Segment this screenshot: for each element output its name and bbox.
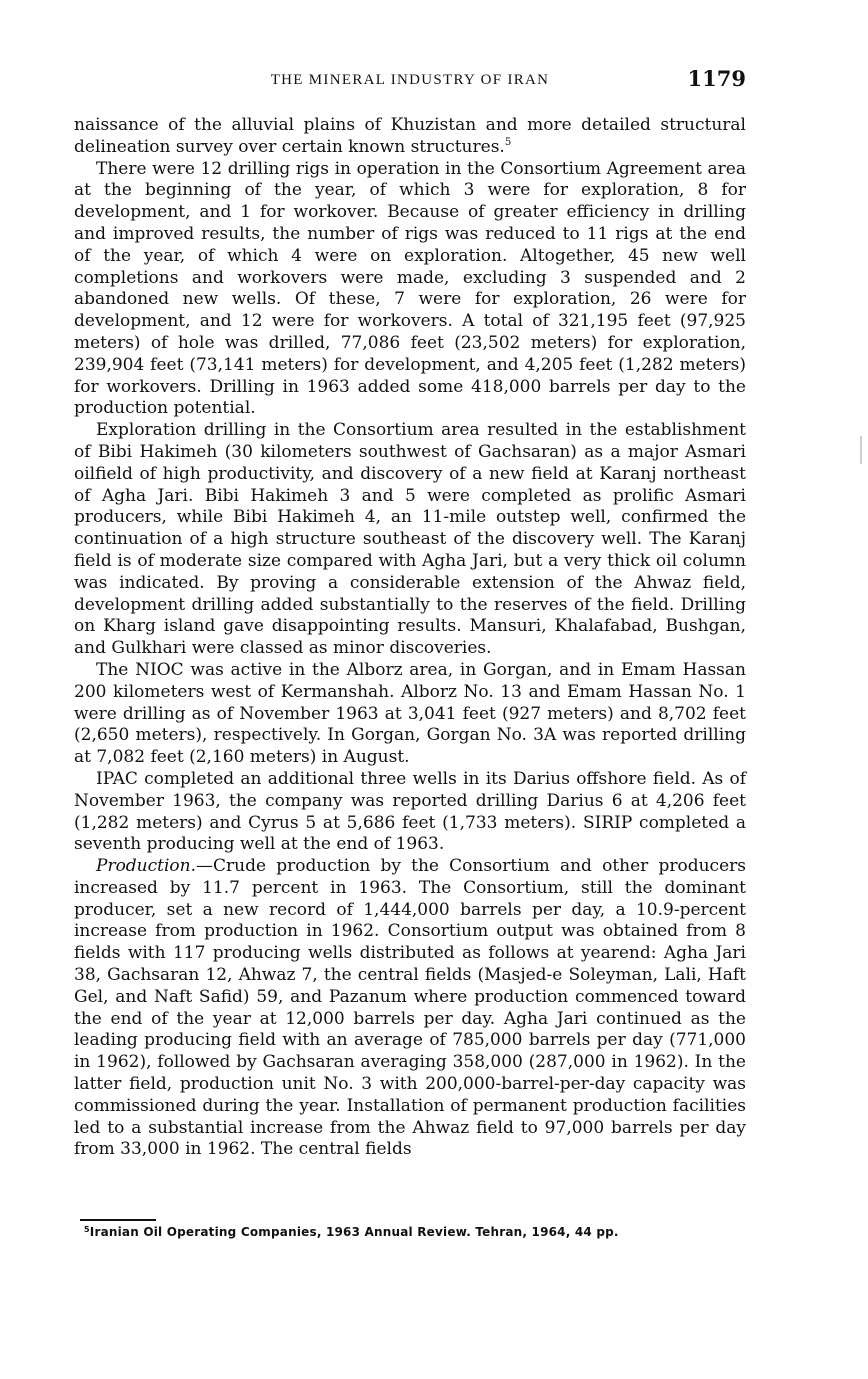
footnote-marker: 5 [84,1225,90,1234]
paragraph-text: naissance of the alluvial plains of Khuzistan and more detailed structural delineation survey over certain known structures. [74,115,746,157]
paragraph-production [74,856,746,1161]
paragraph-text: —Crude production by the Consortium and other producers increased by 11.7 percent in 1963. The Consortium, still the dominant producer, set a new record of 1,444,000 barrels per day, a 10.9-percent increase from production in 1962. Consortium output was obtained from 8 fields with 117 producing wells distributed as follows at yearend: Agha Jari 38, Gachsaran 12, Ahwaz 7, the central fields (Masjed-e Soleyman, Lali, Haft Gel, and Naft Safid) 59, and Pazanum where production commenced toward the end of the year at 12,000 barrels per day. Agha Jari continued as the leading producing field with an average of 785,000 barrels per day (771,000 in 1962), followed by Gachsaran averaging 358,000 (287,000 in 1962). In the latter field, production unit No. 3 with 200,000-barrel-per-day capacity was commissioned during the year. Installation of permanent production facilities led to a substantial increase from the Ahwaz field to 97,000 barrels per day from 33,000 in 1962. The central fields [74,856,746,1160]
footnote-rule [80,1219,156,1221]
paragraph-drilling-rigs: There were 12 drilling rigs in operation in the Consortium Agreement area at the beginning of the year, of which 3 were for exploration, 8 for development, and 1 for workover. Because of greater efficiency in drilling and improved results, the number of rigs was reduced to 11 rigs at the end of the year, of which 4 were on exploration. Altogether, 45 new well completions and workovers were made, excluding 3 suspended and 2 abandoned new wells. Of these, 7 were for exploration, 26 were for development, and 12 were for workovers. A total of 321,195 feet (97,925 meters) of hole was drilled, 77,086 feet (23,502 meters) for exploration, 239,904 feet (73,141 meters) for development, and 4,205 feet (1,282 meters) for workovers. Drilling in 1963 added some 418,000 barrels per day to the production potential. [74,158,746,419]
running-head [74,66,746,94]
footnote [84,1223,744,1241]
running-title: THE MINERAL INDUSTRY OF IRAN [270,72,550,88]
page-number: 1179 [687,66,746,91]
footnote-reference: 5 [504,136,512,148]
paragraph-continuation [74,115,746,159]
paragraph-exploration-drilling: Exploration drilling in the Consortium area resulted in the establishment of Bibi Hakimeh (30 kilometers southwest of Gachsaran) as a major Asmari oilfield of high productivity, and discovery of a new field at Karanj northeast of Agha Jari. Bibi Hakimeh 3 and 5 were completed as prolific Asmari producers, while Bibi Hakimeh 4, an 11-mile outstep well, confirmed the continuation of a high structure southeast of the discovery well. The Karanj field is of moderate size compared with Agha Jari, but a very thick oil column was indicated. By proving a considerable extension of the Ahwaz field, development drilling added substantially to the reserves of the field. Drilling on Kharg island gave disappointing results. Mansuri, Khalafabad, Bushgan, and Gulkhari were classed as minor discoveries. [74,420,746,659]
scan-margin-mark [860,436,862,464]
section-run-in-heading: Production. [96,856,197,877]
body-text [74,115,746,1161]
footnote-text: Iranian Oil Operating Companies, 1963 Annual Review. Tehran, 1964, 44 pp. [89,1225,619,1239]
paragraph-ipac-sirip: IPAC completed an additional three wells in its Darius offshore field. As of November 1963, the company was reported drilling Darius 6 at 4,206 feet (1,282 meters) and Cyrus 5 at 5,686 feet (1,733 meters). SIRIP completed a seventh producing well at the end of 1963. [74,768,746,855]
paragraph-nioc-activity: The NIOC was active in the Alborz area, in Gorgan, and in Emam Hassan 200 kilometers west of Kermanshah. Alborz No. 13 and Emam Hassan No. 1 were drilling as of November 1963 at 3,041 feet (927 meters) and 8,702 feet (2,650 meters), respectively. In Gorgan, Gorgan No. 3A was reported drilling at 7,082 feet (2,160 meters) in August. [74,659,746,768]
